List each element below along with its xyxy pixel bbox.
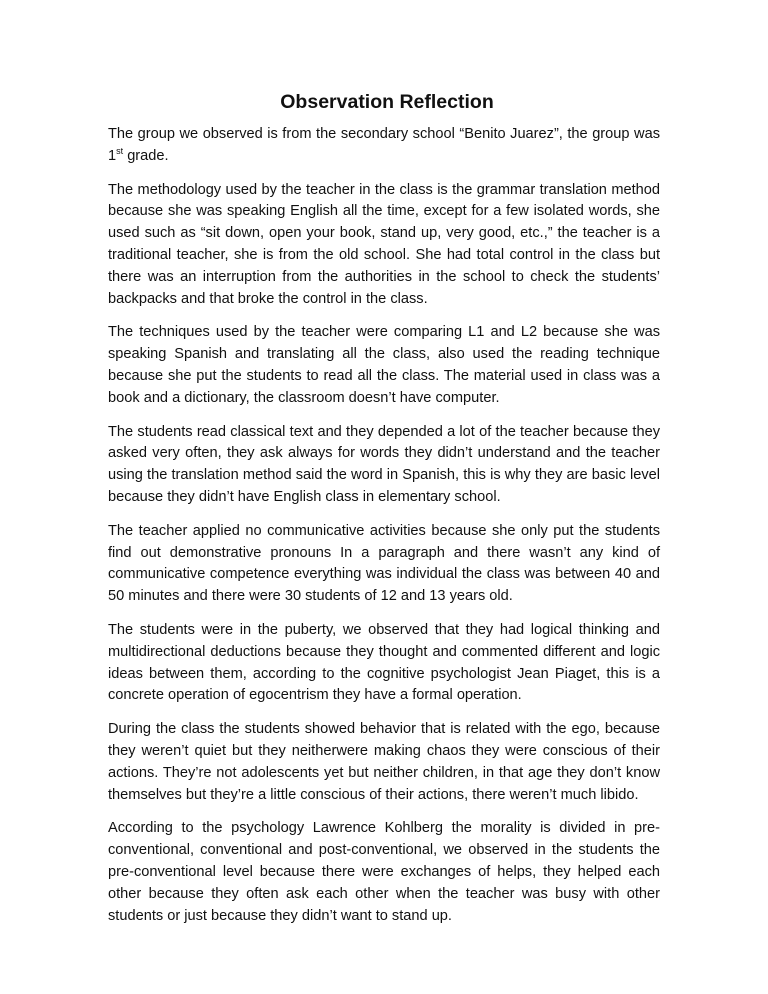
document-body: [108, 88, 660, 939]
paragraph-intro: [108, 124, 660, 168]
paragraph-students-reading: The students read classical text and they depended a lot of the teacher because they asked very often, they ask always for words they didn’t understand and the teacher using the translation method said the word in Spanish, this is why they are basic level because they didn’t have English class in elementary school.: [108, 423, 660, 505]
intro-text: The group we observed is from the secondary school “Benito Juarez”, the group was 1: [108, 126, 660, 164]
paragraph-puberty: The students were in the puberty, we observed that they had logical thinking and multidirectional deductions because they thought and commented different and logic ideas between them, according to the cognitive psychologist Jean Piaget, this is a concrete operation of egocentrism they have a formal operation.: [108, 621, 660, 704]
paragraph-morality: According to the psychology Lawrence Kohlberg the morality is divided in pre-conventional, conventional and post-conventional, we observed in the students the pre-conventional level because there were exchanges of helps, they helped each other because they often ask each other when the teacher was busy with other students or just because they didn’t want to stand up.: [108, 820, 660, 924]
ordinal-suffix: st: [116, 145, 124, 156]
paragraph-behavior: During the class the students showed behavior that is related with the ego, because they weren’t quiet but they neitherwere making chaos they were conscious of their actions. They’re not adolescents yet but neither children, in that age they don’t know themselves but they’re a little conscious of their actions, there weren’t much libido.: [108, 721, 660, 803]
paragraph-methodology: The methodology used by the teacher in the class is the grammar translation method because she was speaking English all the time, except for a few isolated words, she used such as “sit down, open your book, stand up, very good, etc.,” the teacher is a traditional teacher, she is from the old school. She had total control in the class but there was an interruption from the authorities in the school to check the students’ backpacks and that broke the control in the class.: [108, 181, 660, 307]
intro-text-end: grade.: [123, 147, 169, 164]
document-title: Observation Reflection: [280, 91, 494, 113]
paragraph-techniques: The techniques used by the teacher were comparing L1 and L2 because she was speaking Spanish and translating all the class, also used the reading technique because she put the students to read all the class. The material used in class was a book and a dictionary, the classroom doesn’t have computer.: [108, 324, 660, 406]
paragraph-activities: The teacher applied no communicative activities because she only put the students find out demonstrative pronouns In a paragraph and there wasn’t any kind of communicative competence everything was individual the class was between 40 and 50 minutes and there were 30 students of 12 and 13 years old.: [108, 522, 660, 605]
